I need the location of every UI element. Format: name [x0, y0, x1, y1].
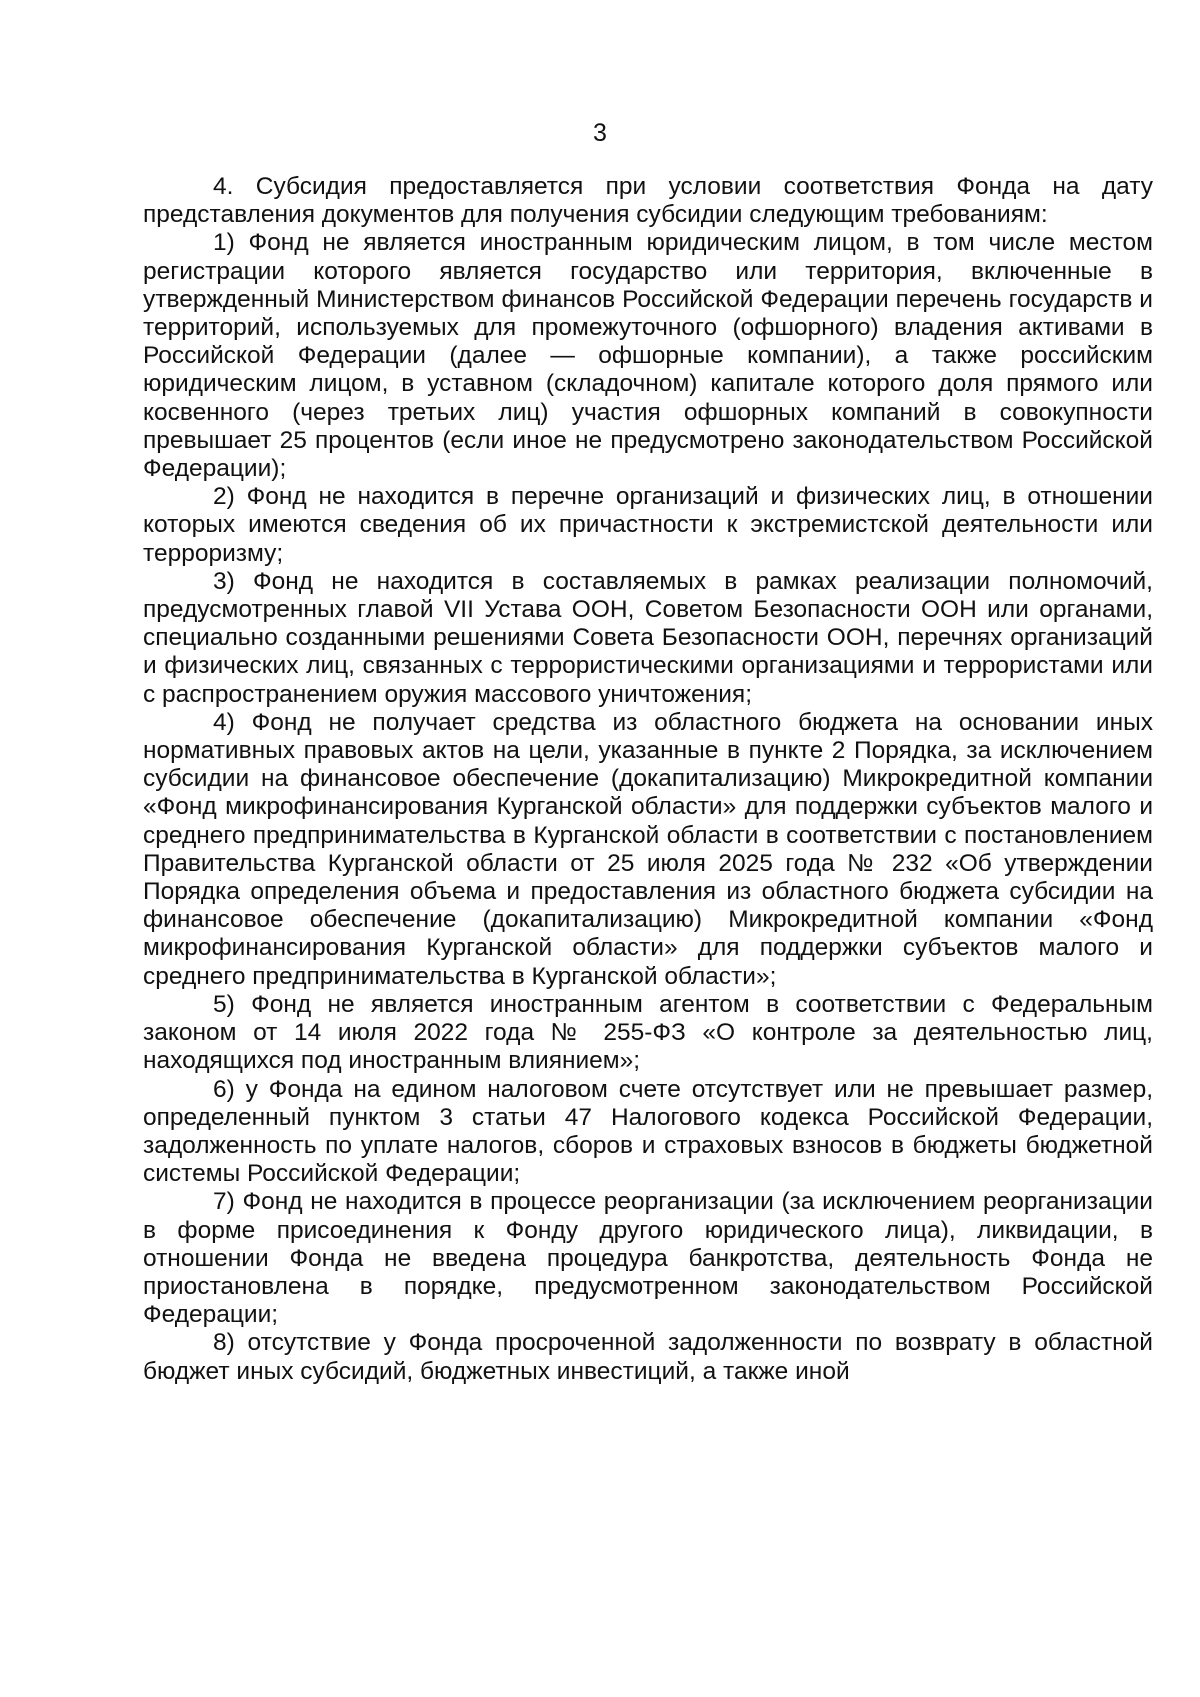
document-body [143, 173, 1153, 1386]
paragraph-4-intro: 4. Субсидия предоставляется при условии соответствия Фонда на дату представления документов для получения субсидии следующим требованиям: [143, 173, 1153, 229]
requirement-6: 6) у Фонда на едином налоговом счете отсутствует или не превышает размер, определенный пунктом 3 статьи 47 Налогового кодекса Российской Федерации, задолженность по уплате налогов, сборов и страховых взносов в бюджеты бюджетной системы Российской Федерации; [143, 1075, 1153, 1188]
requirement-5: 5) Фонд не является иностранным агентом в соответствии с Федеральным законом от 14 июля 2022 года № 255-ФЗ «О контроле за деятельностью лиц, находящихся под иностранным влиянием»; [143, 990, 1153, 1075]
requirement-7: 7) Фонд не находится в процессе реорганизации (за исключением реорганизации в форме присоединения к Фонду другого юридического лица), ликвидации, в отношении Фонда не введена процедура банкротства, деятельность Фонда не приостановлена в порядке, предусмотренном законодательством Российской Федерации; [143, 1188, 1153, 1329]
requirement-1: 1) Фонд не является иностранным юридическим лицом, в том числе местом регистрации которого является государство или территория, включенные в утвержденный Министерством финансов Российской Федерации перечень государств и территорий, используемых для промежуточного (офшорного) владения активами в Российской Федерации (далее — офшорные компании), а также российским юридическим лицом, в уставном (складочном) капитале которого доля прямого или косвенного (через третьих лиц) участия офшорных компаний в совокупности превышает 25 процентов (если иное не предусмотрено законодательством Российской Федерации); [143, 229, 1153, 483]
page-number: 3 [593, 119, 607, 147]
requirement-4: 4) Фонд не получает средства из областного бюджета на основании иных нормативных правовых актов на цели, указанные в пункте 2 Порядка, за исключением субсидии на финансовое обеспечение (докапитализацию) Микрокредитной компании «Фонд микрофинансирования Курганской области» для поддержки субъектов малого и среднего предпринимательства в Курганской области в соответствии с постановлением Правительства Курганской области от 25 июля 2025 года № 232 «Об утверждении Порядка определения объема и предоставления из областного бюджета субсидии на финансовое обеспечение (докапитализацию) Микрокредитной компании «Фонд микрофинансирования Курганской области» для поддержки субъектов малого и среднего предпринимательства в Курганской области»; [143, 708, 1153, 990]
requirement-2: 2) Фонд не находится в перечне организаций и физических лиц, в отношении которых имеются сведения об их причастности к экстремистской деятельности или терроризму; [143, 483, 1153, 567]
requirement-3: 3) Фонд не находится в составляемых в рамках реализации полномочий, предусмотренных главой VII Устава ООН, Советом Безопасности ООН или органами, специально созданными решениями Совета Безопасности ООН, перечнях организаций и физических лиц, связанных с террористическими организациями и террористами или с распространением оружия массового уничтожения; [143, 567, 1153, 708]
requirement-8: 8) отсутствие у Фонда просроченной задолженности по возврату в областной бюджет иных субсидий, бюджетных инвестиций, а также иной [143, 1329, 1153, 1385]
